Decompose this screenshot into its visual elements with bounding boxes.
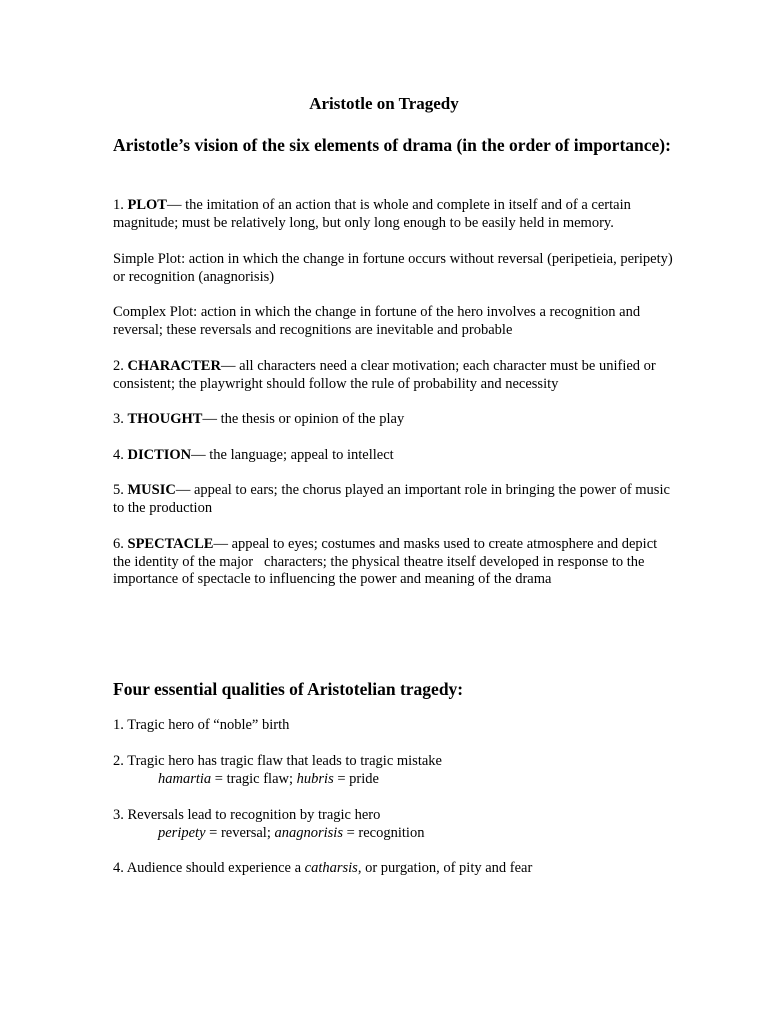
element-term: DICTION: [127, 447, 192, 463]
element-term: CHARACTER: [127, 358, 221, 374]
element-music: 5. MUSIC— appeal to ears; the chorus played an important role in bringing the power of music to the production: [113, 482, 670, 516]
simple-plot-paragraph: Simple Plot: action in which the change in fortune occurs without reversal (peripetieia, peripety) or recognition (anagnorisis): [113, 251, 673, 285]
element-term: THOUGHT: [127, 411, 203, 427]
element-character: 2. CHARACTER— all characters need a clear motivation; each character must be unified or consistent; the playwright should follow the rule of probability and necessity: [113, 358, 656, 392]
four-qualities-heading: Four essential qualities of Aristotelian tragedy:: [113, 679, 464, 699]
element-spectacle: 6. SPECTACLE— appeal to eyes; costumes and masks used to create atmosphere and depict the identity of the major characters; the physical theatre itself developed in response to the importance of spectacle to influencing the power and meaning of the drama: [113, 536, 661, 588]
element-thought: 3. THOUGHT— the thesis or opinion of the play: [113, 411, 405, 427]
six-elements-heading: Aristotle’s vision of the six elements of drama (in the order of importance):: [113, 135, 671, 155]
quality-3: 3. Reversals lead to recognition by tragic hero peripety = reversal; anagnorisis = recognition: [113, 807, 673, 842]
element-diction: 4. DICTION— the language; appeal to intellect: [113, 447, 394, 463]
element-plot: 1. PLOT— the imitation of an action that is whole and complete in itself and of a certain magnitude; must be relatively long, but only long enough to be easily held in memory.: [113, 197, 631, 231]
quality-2: 2. Tragic hero has tragic flaw that leads to tragic mistake hamartia = tragic flaw; hubris = pride: [113, 753, 673, 788]
element-term: SPECTACLE: [127, 536, 214, 552]
element-term: PLOT: [127, 197, 167, 213]
complex-plot-paragraph: Complex Plot: action in which the change in fortune of the hero involves a recognition and reversal; these reversals and recognitions are inevitable and probable: [113, 304, 641, 338]
quality-1: 1. Tragic hero of “noble” birth: [113, 717, 290, 733]
quality-3-definitions: peripety = reversal; anagnorisis = recognition: [158, 824, 425, 841]
document-title: Aristotle on Tragedy: [309, 94, 459, 113]
quality-2-definitions: hamartia = tragic flaw; hubris = pride: [158, 770, 379, 787]
quality-4: 4. Audience should experience a catharsis, or purgation, of pity and fear: [113, 860, 533, 876]
element-term: MUSIC: [127, 482, 176, 498]
